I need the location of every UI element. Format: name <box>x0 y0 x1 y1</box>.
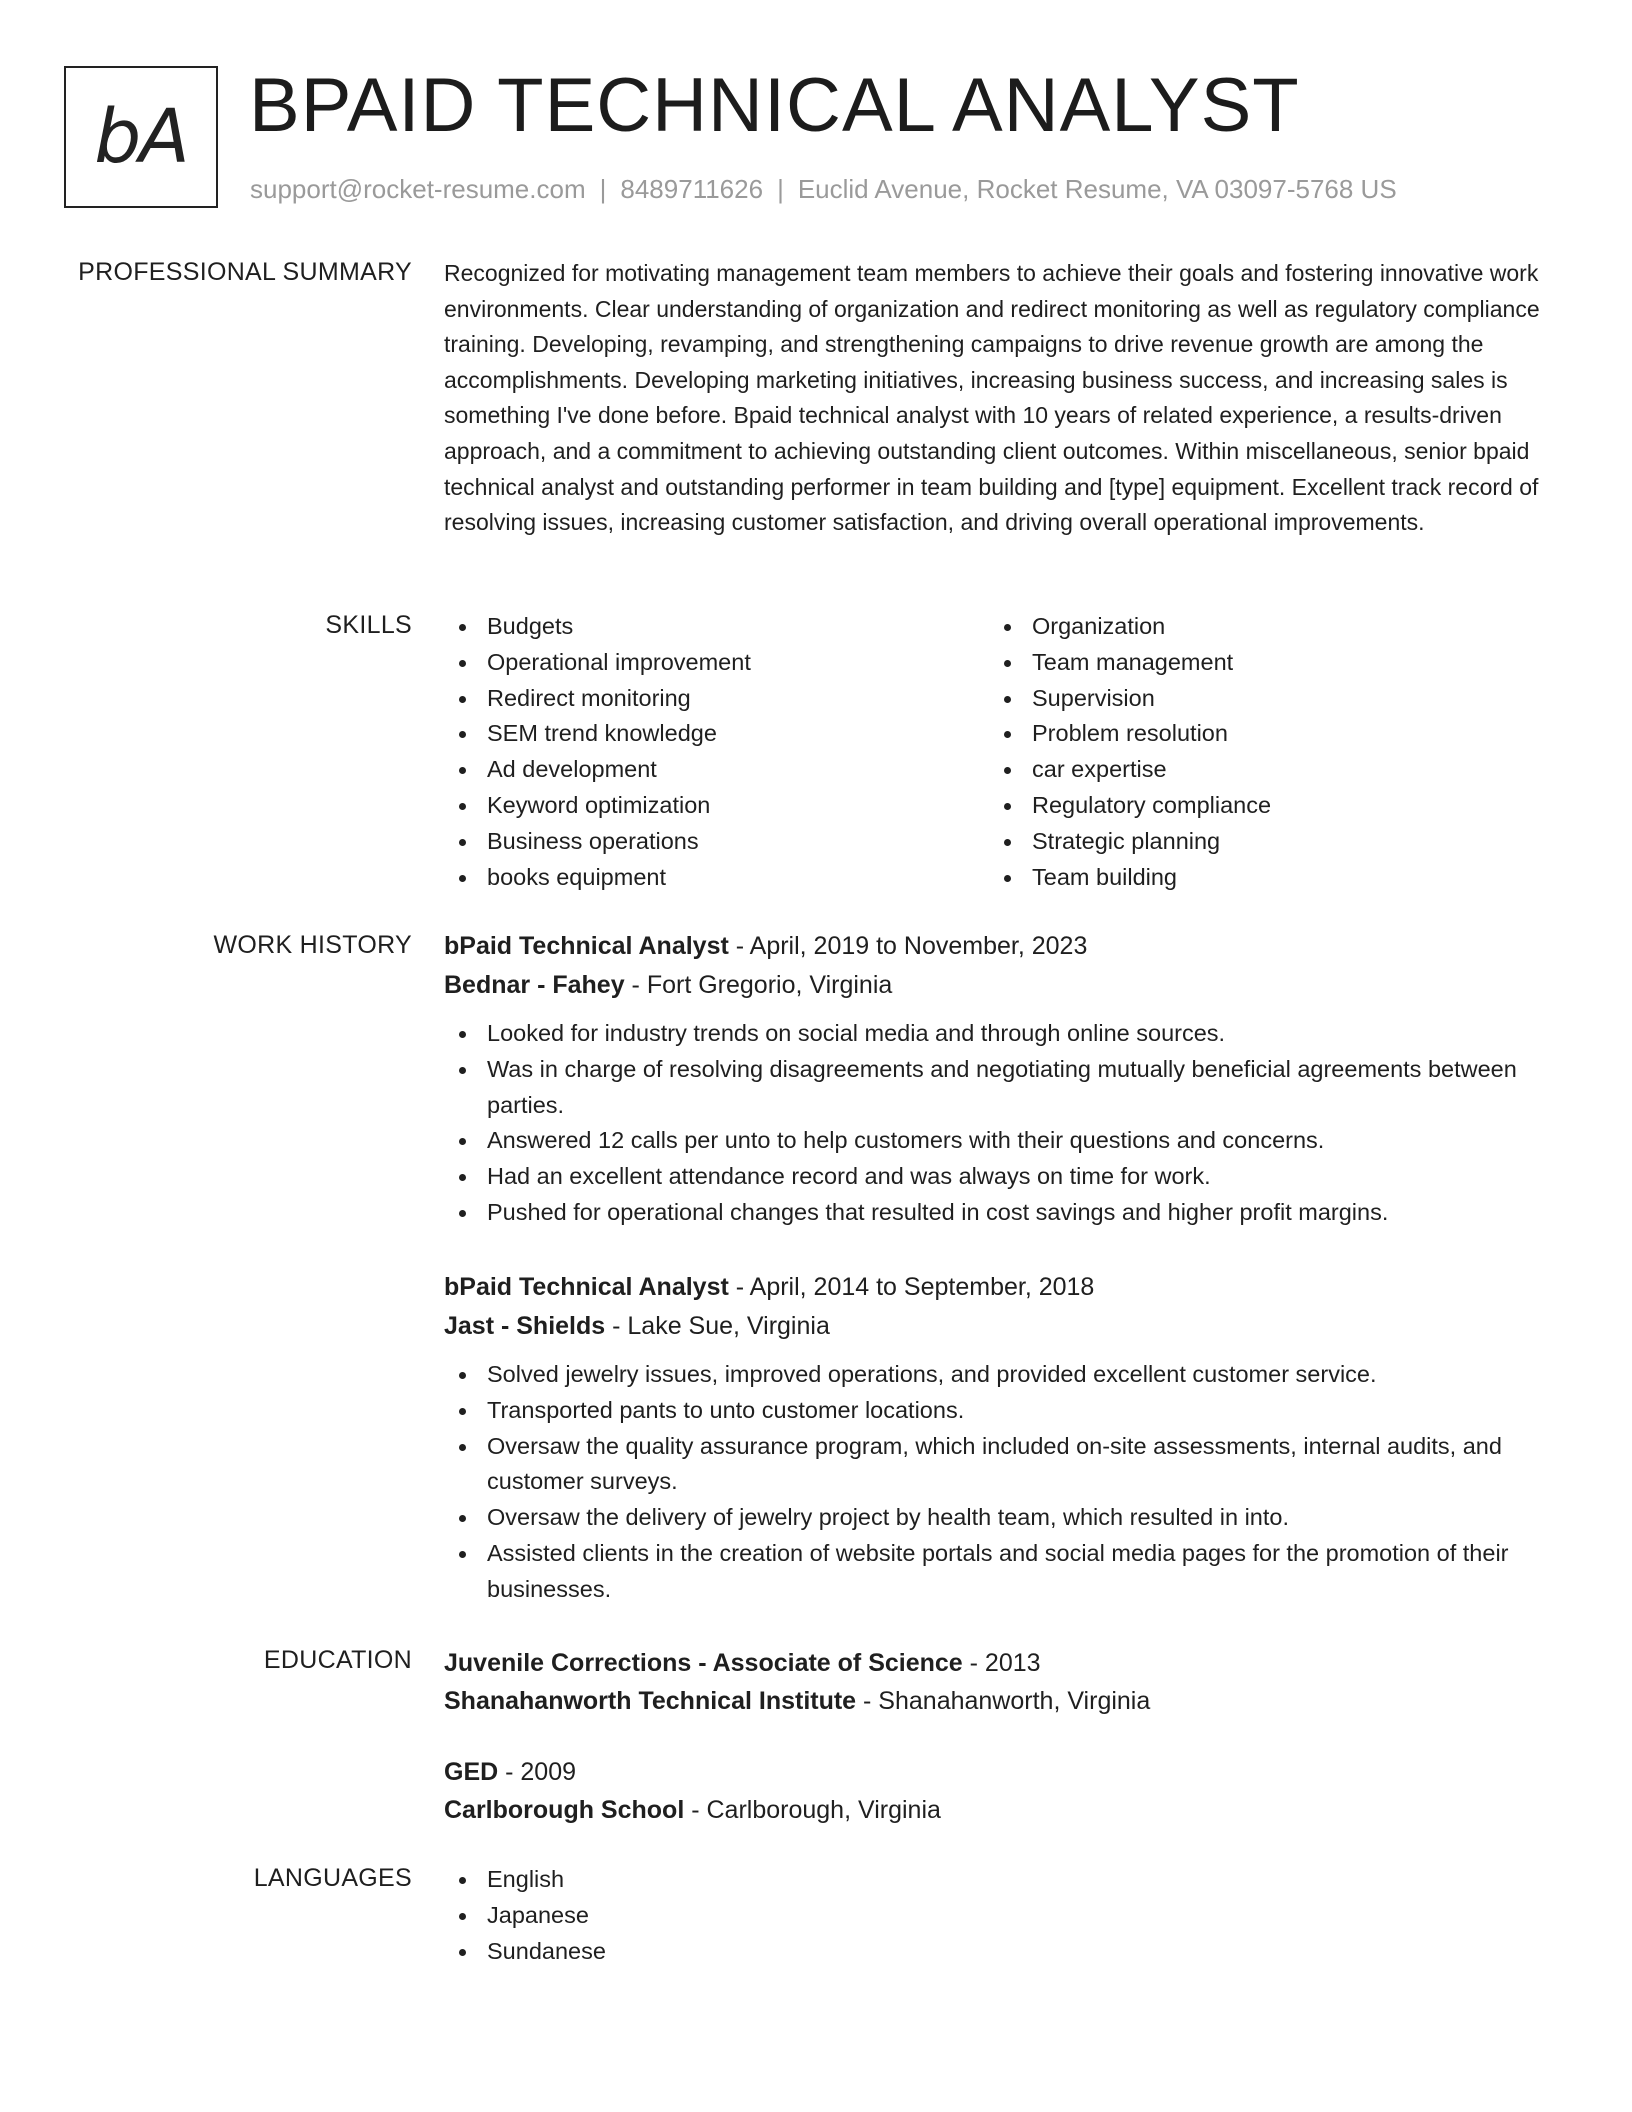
monogram-text: bA <box>94 94 188 180</box>
languages-list <box>444 1862 1564 1969</box>
skills-list-right <box>989 609 1534 895</box>
job-entry <box>444 927 1564 1231</box>
list-item: Ad development <box>444 752 989 788</box>
candidate-name: BPAID TECHNICAL ANALYST <box>249 63 1300 148</box>
list-item: Problem resolution <box>989 716 1534 752</box>
list-item: Pushed for operational changes that resulted in cost savings and higher profit margins. <box>444 1195 1564 1231</box>
list-item: Business operations <box>444 824 989 860</box>
job-dates: - April, 2019 to November, 2023 <box>728 932 1088 960</box>
list-item: Supervision <box>989 681 1534 717</box>
job-company-line <box>444 1307 1564 1346</box>
job-location: - Lake Sue, Virginia <box>605 1312 830 1340</box>
contact-separator: | <box>599 174 607 204</box>
contact-separator: | <box>777 174 784 204</box>
education-entry <box>444 1753 1564 1829</box>
list-item: Team building <box>989 860 1534 896</box>
education-heading: EDUCATION <box>263 1646 412 1674</box>
education-degree: Juvenile Corrections - Associate of Science <box>444 1649 963 1677</box>
list-item: SEM trend knowledge <box>444 716 989 752</box>
skills-columns <box>444 609 1564 895</box>
contact-email: support@rocket-resume.com <box>250 174 586 204</box>
list-item: Regulatory compliance <box>989 788 1534 824</box>
list-item: Solved jewelry issues, improved operations, and provided excellent customer service. <box>444 1357 1564 1393</box>
job-company-line <box>444 966 1564 1005</box>
list-item: Sundanese <box>444 1934 1564 1970</box>
job-title: bPaid Technical Analyst <box>444 932 729 960</box>
education-degree-line <box>444 1644 1564 1682</box>
job-entry <box>444 1268 1564 1608</box>
monogram-logo <box>64 66 218 208</box>
list-item: Oversaw the delivery of jewelry project by health team, which resulted in into. <box>444 1500 1564 1536</box>
summary-text: Recognized for motivating management team members to achieve their goals and fostering innovative work environments. Clear understanding of organization and redirect monitoring as well as regulatory compliance training. Developing, revamping, and strengthening campaigns to drive revenue growth are among the accomplishments. Developing marketing initiatives, increasing business success, and increasing sales is something I've done before. Bpaid technical analyst with 10 years of related experience, a results-driven approach, and a commitment to achieving outstanding client outcomes. Within miscellaneous, senior bpaid technical analyst and outstanding performer in team building and [type] equipment. Excellent track record of resolving issues, increasing customer satisfaction, and driving overall operational improvements. <box>444 260 1540 536</box>
list-item: Assisted clients in the creation of website portals and social media pages for the promotion of their businesses. <box>444 1536 1564 1608</box>
list-item: English <box>444 1862 1564 1898</box>
education-year: - 2013 <box>962 1649 1041 1677</box>
job-dates: - April, 2014 to September, 2018 <box>728 1273 1095 1301</box>
job-duties-list <box>444 1016 1564 1231</box>
contact-line <box>250 174 1397 205</box>
list-item: Was in charge of resolving disagreements and negotiating mutually beneficial agreements between parties. <box>444 1052 1564 1124</box>
list-item: Organization <box>989 609 1534 645</box>
job-title-line <box>444 927 1564 966</box>
list-item: Had an excellent attendance record and was always on time for work. <box>444 1159 1564 1195</box>
education-degree: GED <box>444 1758 499 1786</box>
resume-header <box>64 63 1584 208</box>
education-location: - Shanahanworth, Virginia <box>856 1687 1151 1715</box>
education-year: - 2009 <box>498 1758 577 1786</box>
education-school-line <box>444 1682 1564 1720</box>
list-item: Answered 12 calls per unto to help customers with their questions and concerns. <box>444 1123 1564 1159</box>
list-item: Budgets <box>444 609 989 645</box>
list-item: Looked for industry trends on social media and through online sources. <box>444 1016 1564 1052</box>
education-entry <box>444 1644 1564 1720</box>
list-item: Japanese <box>444 1898 1564 1934</box>
job-duties-list <box>444 1357 1564 1608</box>
list-item: books equipment <box>444 860 989 896</box>
list-item: Strategic planning <box>989 824 1534 860</box>
skills-list-left <box>444 609 989 895</box>
education-school-line <box>444 1791 1564 1829</box>
summary-heading: PROFESSIONAL SUMMARY <box>78 258 412 286</box>
education-school: Shanahanworth Technical Institute <box>444 1687 857 1715</box>
languages-heading: LANGUAGES <box>253 1864 412 1892</box>
contact-phone: 8489711626 <box>620 174 764 204</box>
list-item: Operational improvement <box>444 645 989 681</box>
education-school: Carlborough School <box>444 1796 685 1824</box>
list-item: car expertise <box>989 752 1534 788</box>
education-location: - Carlborough, Virginia <box>684 1796 941 1824</box>
work-history-heading: WORK HISTORY <box>213 931 412 959</box>
list-item: Transported pants to unto customer locations. <box>444 1393 1564 1429</box>
job-title-line <box>444 1268 1564 1307</box>
list-item: Team management <box>989 645 1534 681</box>
contact-address: Euclid Avenue, Rocket Resume, VA 03097-5768 US <box>797 174 1397 204</box>
list-item: Keyword optimization <box>444 788 989 824</box>
job-title: bPaid Technical Analyst <box>444 1273 729 1301</box>
job-company: Bednar - Fahey <box>444 971 625 999</box>
skills-heading: SKILLS <box>325 611 412 639</box>
job-location: - Fort Gregorio, Virginia <box>624 971 893 999</box>
job-company: Jast - Shields <box>444 1312 606 1340</box>
list-item: Redirect monitoring <box>444 681 989 717</box>
education-degree-line <box>444 1753 1564 1791</box>
list-item: Oversaw the quality assurance program, which included on-site assessments, internal audits, and customer surveys. <box>444 1429 1564 1501</box>
